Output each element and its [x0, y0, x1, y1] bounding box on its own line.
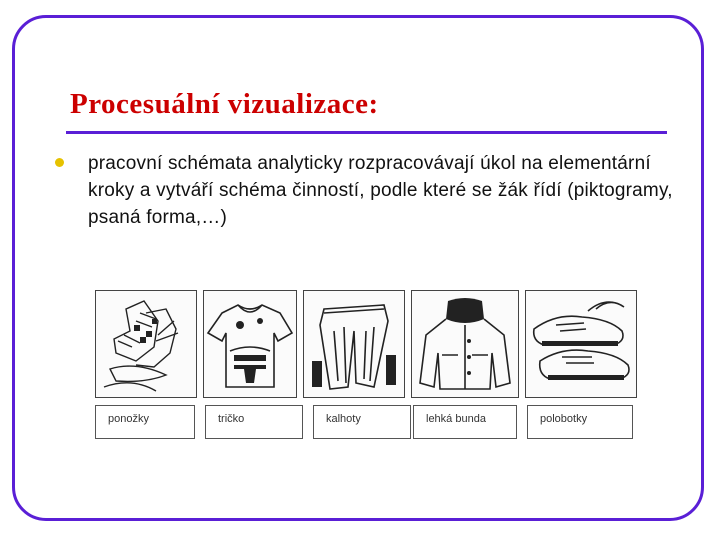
bullet-icon: [55, 158, 64, 167]
socks-icon: [95, 290, 197, 398]
tshirt-icon: [203, 290, 297, 398]
label-card: [527, 405, 633, 439]
jacket-icon: [411, 290, 519, 398]
label-text: polobotky: [540, 413, 588, 425]
pictogram-row: [95, 290, 635, 396]
label-text: lehká bunda: [426, 413, 486, 425]
slide-title: Procesuální vizualizace:: [70, 88, 379, 120]
label-text: kalhoty: [326, 413, 361, 425]
bullet-text: pracovní schémata analyticky rozpracovávají úkol na elementární kroky a vytváří schéma činností, podle které se žák řídí (piktogramy, psaná forma,…): [88, 153, 673, 228]
label-card: [205, 405, 303, 439]
label-text: ponožky: [108, 413, 149, 425]
label-card: [313, 405, 411, 439]
label-text: tričko: [218, 413, 245, 425]
shoes-icon: [525, 290, 637, 398]
label-row: [95, 405, 635, 441]
title-underline: [66, 131, 667, 134]
label-card: [95, 405, 195, 439]
label-card: [413, 405, 517, 439]
trousers-icon: [303, 290, 405, 398]
